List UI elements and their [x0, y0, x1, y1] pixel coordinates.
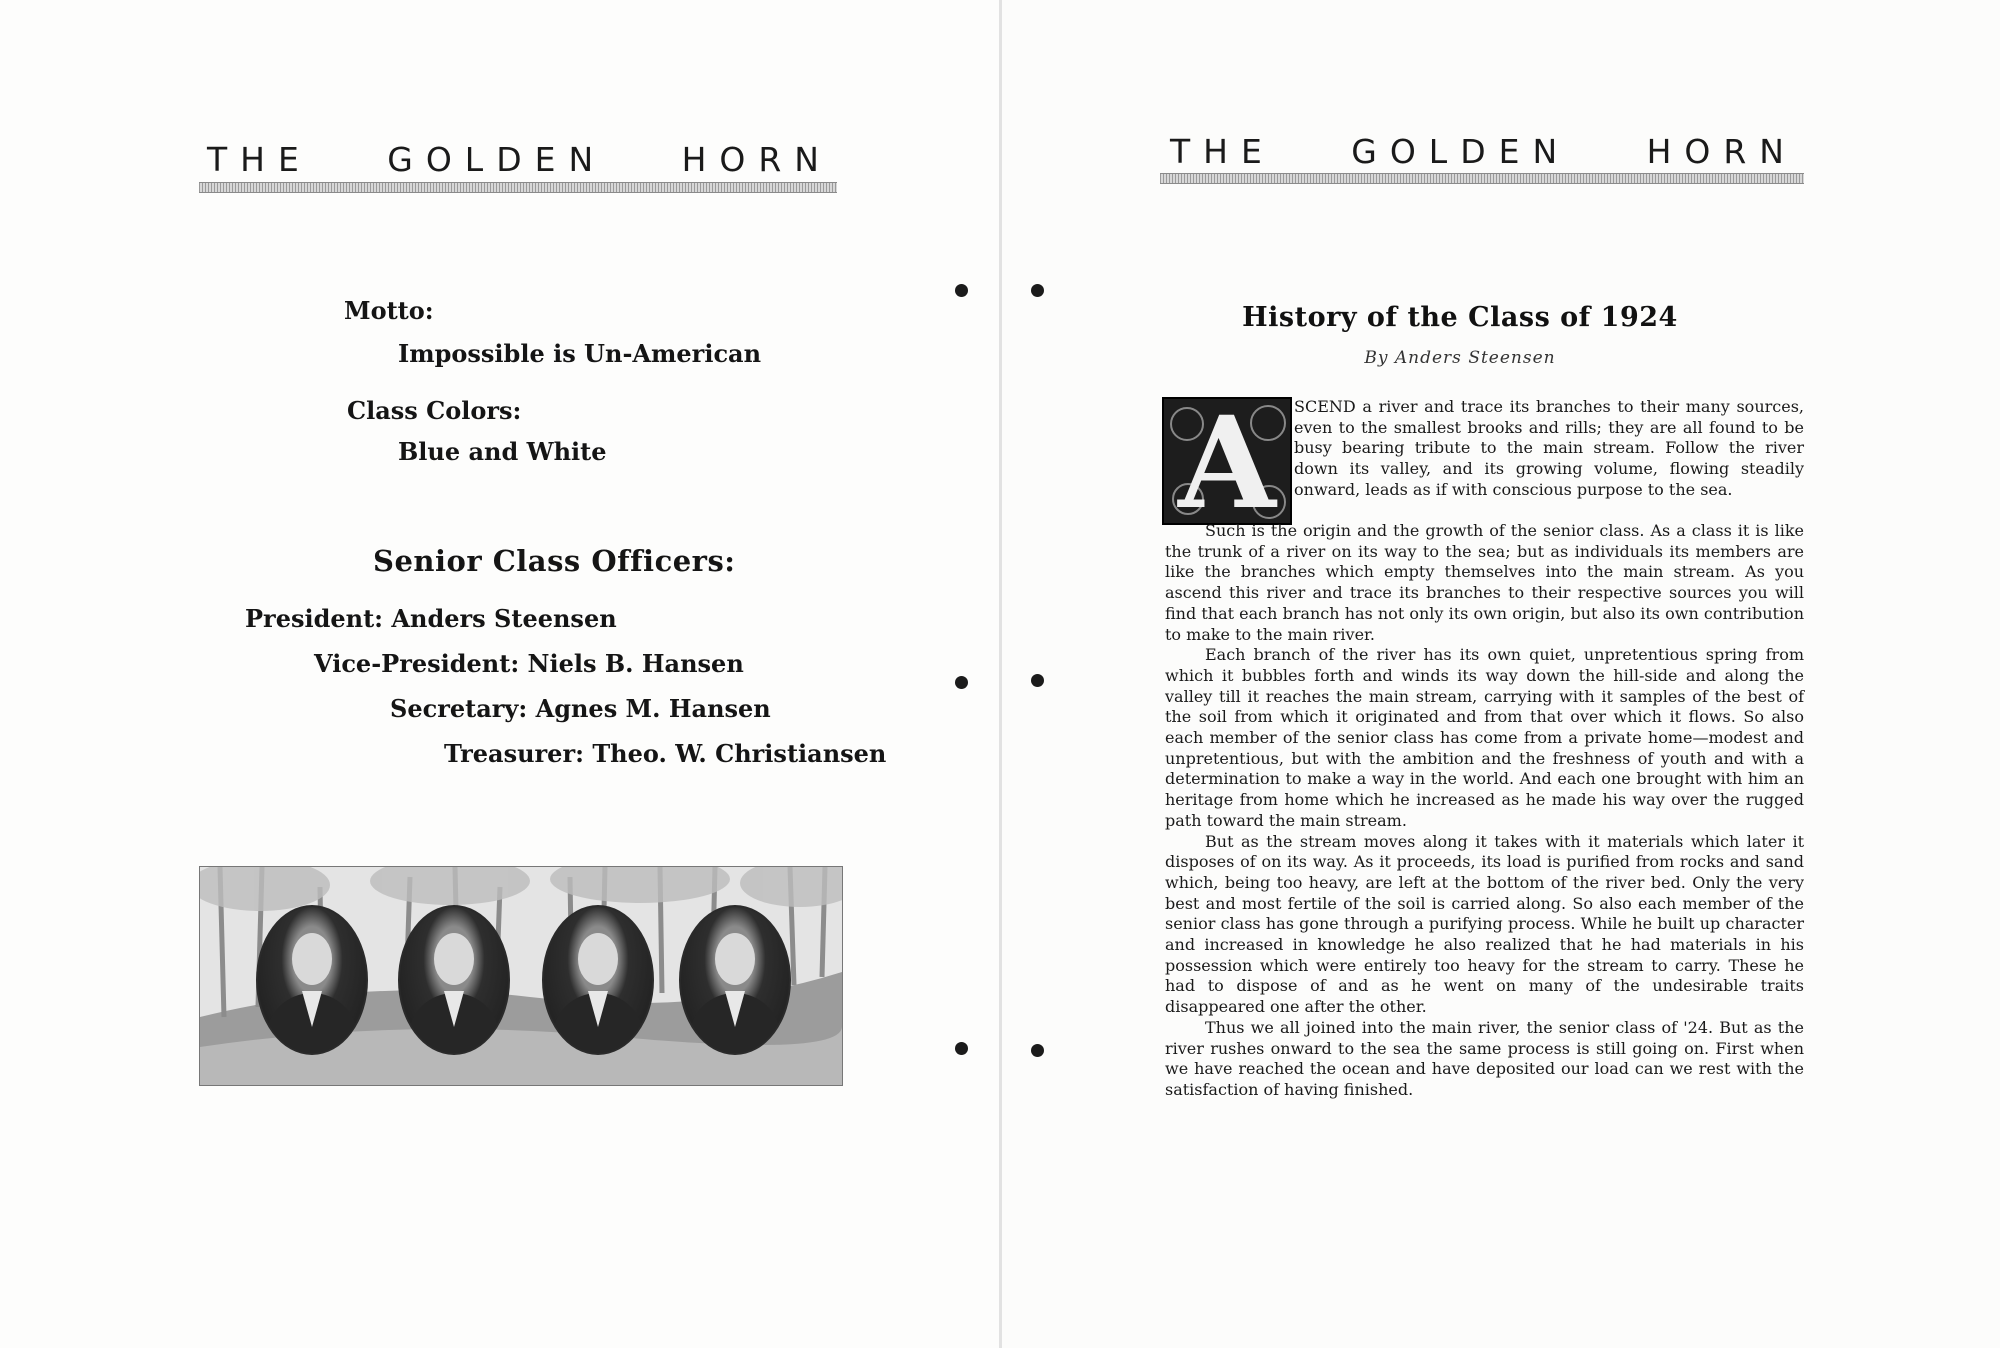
paragraph-1: SCEND a river and trace its branches to their many sources, even to the smallest brooks and rills; they are all found to be busy bearing tribute to the main stream. Follow the river down its valley, and its growing volume, flowing steadily onward, leads as if with conscious purpose to the sea. [1294, 397, 1804, 499]
officer-portraits-panel [199, 866, 843, 1086]
officer-vice-president: Vice-President: Niels B. Hansen [314, 649, 744, 678]
paragraph-4: But as the stream moves along it takes with it materials which later it disposes of on its way. As it proceeds, its load is purified from rocks and sand which, being too heavy, are left at the bottom of the river bed. Only the very best and most fertile of the soil is carried along. So also each member of the senior class has gone through a purifying process. While he built up character and increased in knowledge he also realized that he had materials in his possession which were entirely too heavy for the stream to carry. These he had to dispose of and as he went on many of the undesirable traits disappeared one after the other. [1165, 831, 1804, 1017]
paragraph-2: Such is the origin and the growth of the senior class. As a class it is like the trunk of a river on its way to the sea; but as individuals its members are like the branches which empty themselves into the main stream. As you ascend this river and trace its branches to their respective sources you will find that each branch has not only its own origin, but also its own contribution to make to the main river. [1165, 521, 1804, 644]
officer-president: President: Anders Steensen [245, 604, 617, 633]
masthead-word: HORN [1646, 132, 1797, 171]
left-masthead [207, 140, 832, 179]
portrait-secretary [542, 905, 654, 1055]
article-title: History of the Class of 1924 [1242, 302, 1678, 333]
portrait-treasurer [679, 905, 791, 1055]
paragraph-3: Each branch of the river has its own quiet, unpretentious spring from which it bubbles forth and winds its way down the hill-side and along the valley till it reaches the main stream, carrying with it samples of the best of the soil from which it originated and from that over which it flows. So also each member of the senior class has come from a private home—modest and unpretentious, but with the ambition and the freshness of youth and with a determination to make a way in the world. And each one brought with him an heritage from home which he increased as he made his way over the rugged path toward the main stream. [1165, 645, 1804, 830]
masthead-rule [1160, 173, 1804, 184]
class-colors-label: Class Colors: [347, 396, 522, 425]
drop-cap-letter: A [1178, 397, 1276, 525]
masthead-word: THE [1170, 132, 1275, 171]
officers-heading: Senior Class Officers: [373, 544, 736, 578]
masthead-word: THE [207, 140, 312, 179]
motto-label: Motto: [344, 296, 434, 325]
article-byline: By Anders Steensen [1364, 348, 1556, 368]
article-body [1165, 521, 1804, 1101]
right-masthead [1170, 132, 1797, 171]
class-colors-text: Blue and White [398, 437, 607, 466]
portrait-vice-president [398, 905, 510, 1055]
officer-treasurer: Treasurer: Theo. W. Christiansen [444, 739, 887, 768]
masthead-word: GOLDEN [1351, 132, 1571, 171]
masthead-word: GOLDEN [387, 140, 607, 179]
binding-hole [1031, 674, 1044, 687]
binding-hole [955, 284, 968, 297]
portrait-president [256, 905, 368, 1055]
binding-hole [955, 676, 968, 689]
binding-hole [1031, 284, 1044, 297]
officer-secretary: Secretary: Agnes M. Hansen [390, 694, 771, 723]
masthead-word: HORN [681, 140, 832, 179]
motto-text: Impossible is Un-American [398, 339, 762, 368]
binding-hole [1031, 1044, 1044, 1057]
paragraph-5: Thus we all joined into the main river, the senior class of '24. But as the river rushes onward to the sea the same process is still going on. First when we have reached the ocean and have deposited our load can we rest with the satisfaction of having finished. [1165, 1017, 1804, 1099]
masthead-rule [199, 182, 837, 193]
binding-hole [955, 1042, 968, 1055]
ornamental-drop-cap [1162, 397, 1292, 525]
